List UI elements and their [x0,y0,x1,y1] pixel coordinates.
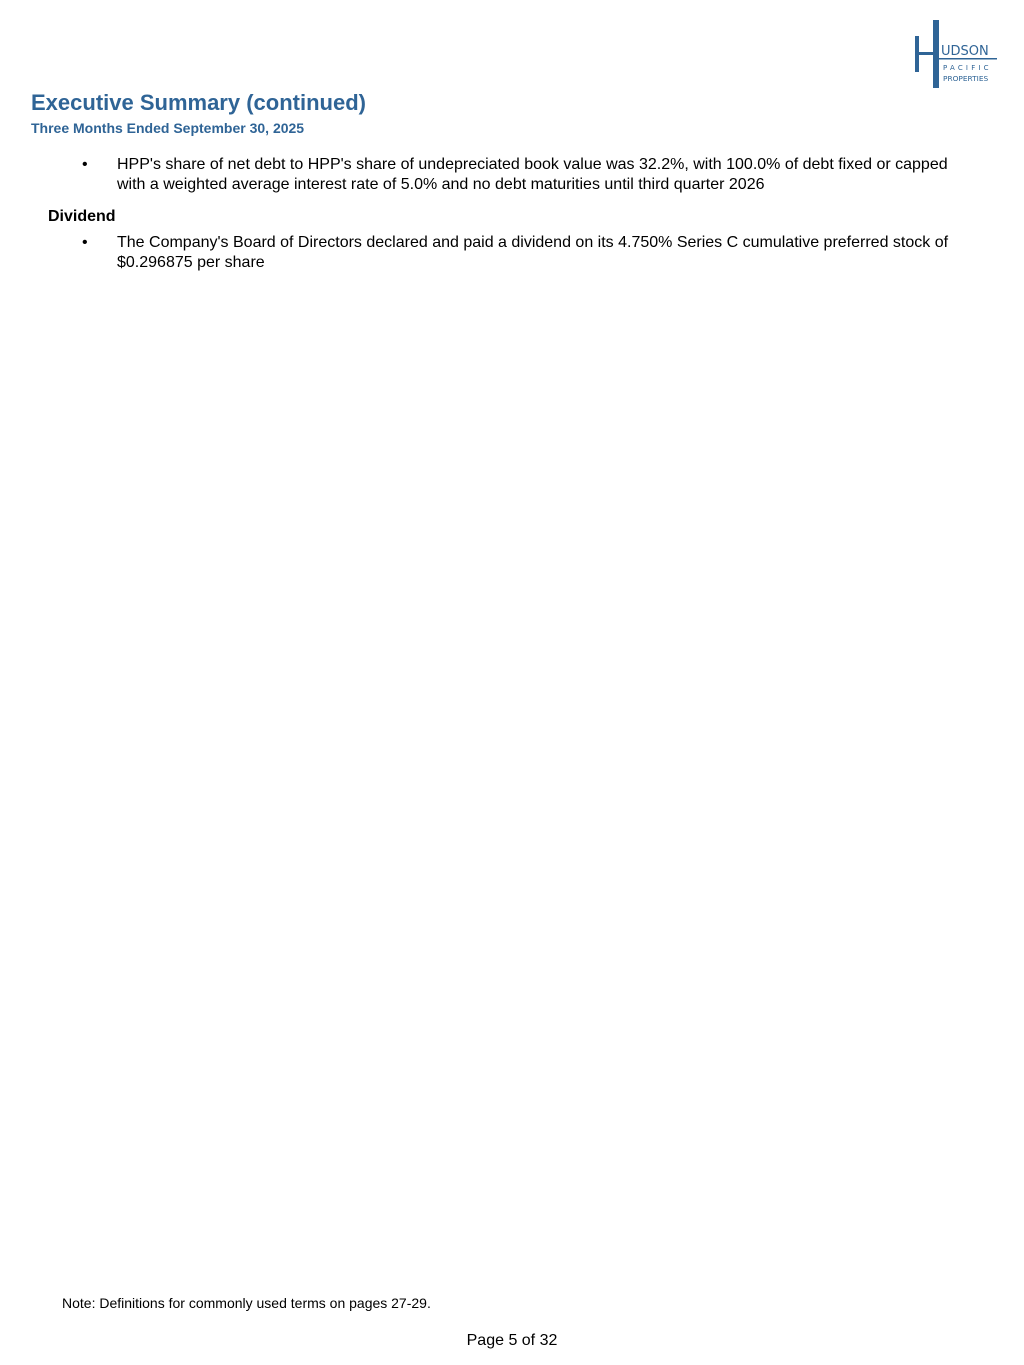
hudson-pacific-logo [912,18,1002,90]
bullet-text: HPP's share of net debt to HPP's share of undepreciated book value was 32.2%, with 100.0% of debt fixed or capped with a weighted average interest rate of 5.0% and no debt maturities until third quarter 2026 [117,156,948,193]
section-heading-dividend: Dividend [48,208,116,225]
bullet-glyph: • [82,156,88,173]
page-subtitle: Three Months Ended September 30, 2025 [31,120,305,136]
footnote: Note: Definitions for commonly used terms on pages 27-29. [62,1295,431,1311]
debt-bullet-list [0,155,1024,195]
logo-word-mid: PACIFIC [943,64,992,72]
dividend-bullet-list [0,233,1024,273]
list-item [0,233,1024,273]
page-title: Executive Summary (continued) [31,90,366,115]
list-item [0,155,1024,195]
bullet-glyph: • [82,234,88,251]
bullet-text: The Company's Board of Directors declared and paid a dividend on its 4.750% Series C cumulative preferred stock of $0.296875 per share [117,234,949,271]
hudson-pacific-logo-mark [912,18,1002,90]
page-number: Page 5 of 32 [466,1332,558,1349]
logo-word-bottom: PROPERTIES [943,74,989,83]
logo-word-top: UDSON [941,44,989,59]
